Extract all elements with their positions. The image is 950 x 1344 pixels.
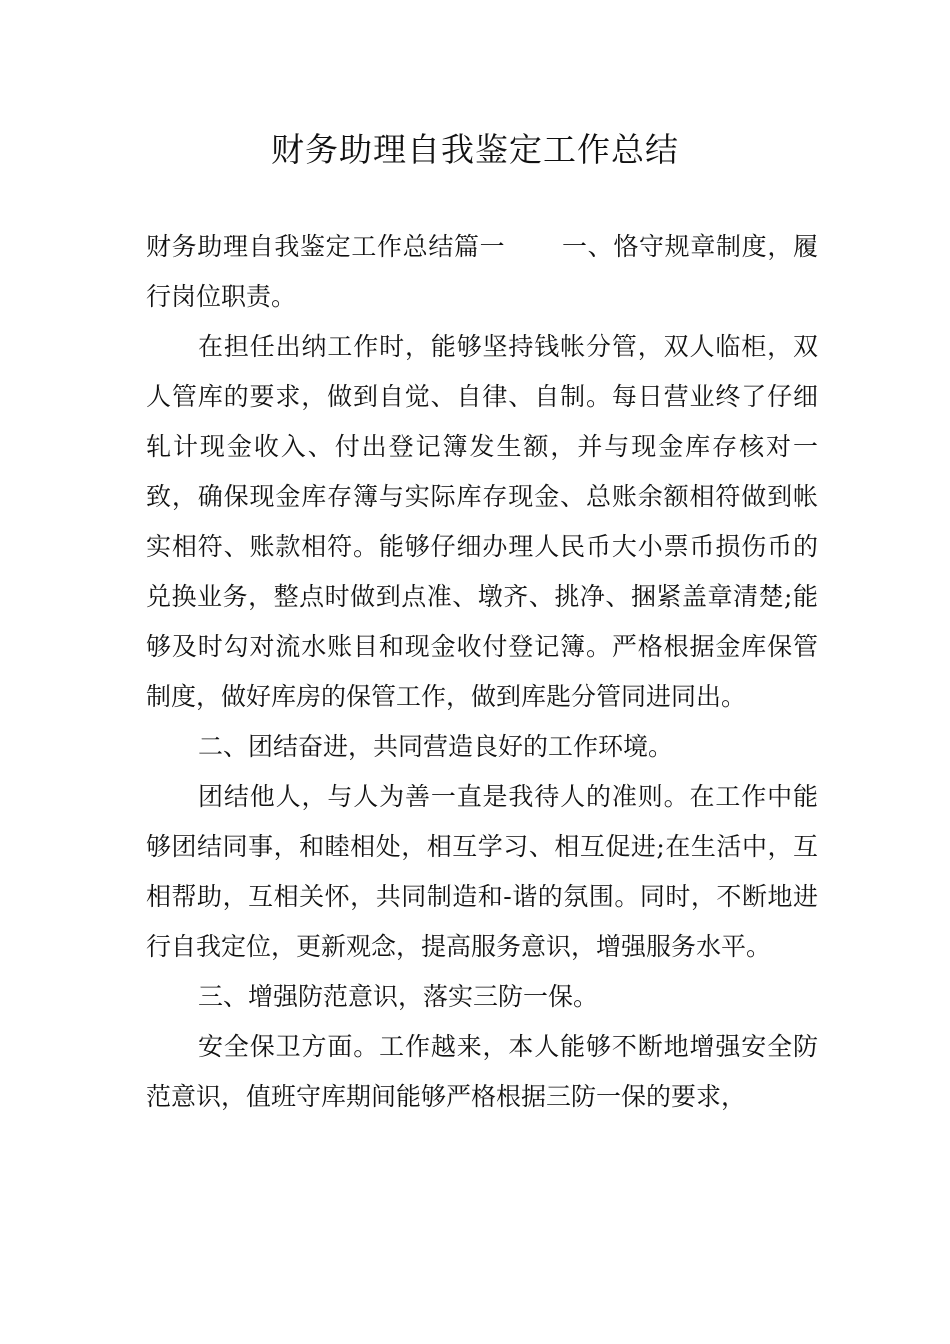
body-paragraph: 团结他人，与人为善一直是我待人的准则。在工作中能够团结同事，和睦相处，相互学习、相互促进;在生活中，互相帮助，互相关怀，共同制造和-谐的氛围。同时，不断地进行自我定位，更新观念，提高服务意识，增强服务水平。 [146, 782, 818, 961]
body-paragraph: 安全保卫方面。工作越来，本人能够不断地增强安全防范意识，值班守库期间能够严格根据三防一保的要求， [146, 1032, 818, 1111]
body-paragraph: 在担任出纳工作时，能够坚持钱帐分管，双人临柜，双人管库的要求，做到自觉、自律、自制。每日营业终了仔细轧计现金收入、付出登记簿发生额，并与现金库存核对一致，确保现金库存簿与实际库存现金、总账余额相符做到帐实相符、账款相符。能够仔细办理人民币大小票币损伤币的兑换业务，整点时做到点准、墩齐、挑净、捆紧盖章清楚;能够及时勾对流水账目和现金收付登记簿。严格根据金库保管制度，做好库房的保管工作，做到库匙分管同进同出。 [146, 332, 818, 711]
section-heading: 三、增强防范意识，落实三防一保。 [198, 982, 599, 1011]
section-heading: 二、团结奋进，共同营造良好的工作环境。 [198, 732, 674, 761]
section-subheading: 一、恪守规章制度，履行岗位职责。 [146, 232, 818, 311]
section-heading: 财务助理自我鉴定工作总结篇一 [146, 232, 506, 261]
intro-paragraph [146, 222, 818, 322]
document-title: 财务助理自我鉴定工作总结 [271, 130, 679, 169]
document-body [146, 222, 818, 1122]
